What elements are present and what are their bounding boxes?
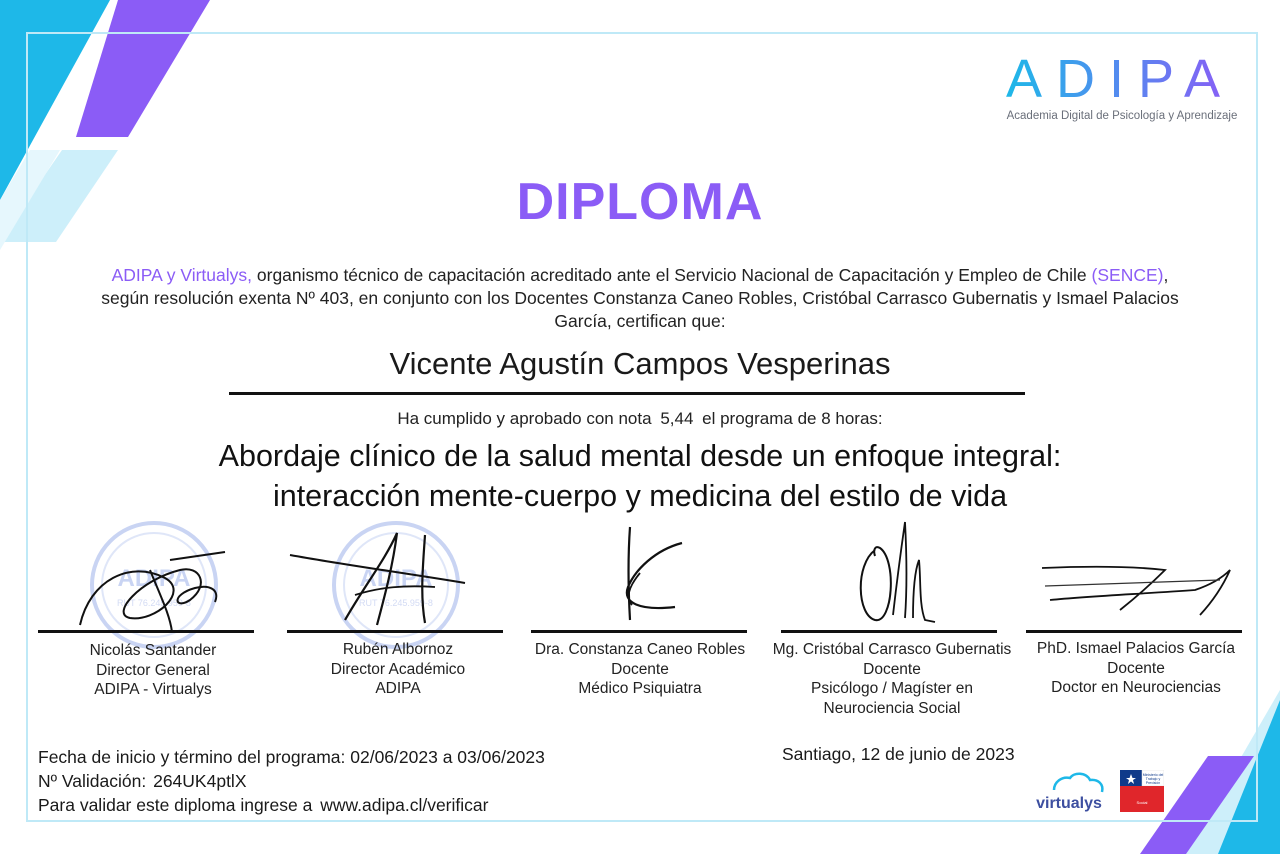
intro-sence: (SENCE) [1091, 265, 1164, 285]
adipa-logo [1000, 45, 1240, 109]
sig-line-5 [1026, 630, 1242, 633]
signatory-5 [1020, 639, 1252, 698]
stamp-rut-1: RUT 76.245.959-8 [117, 598, 191, 608]
gob-line-3: Previsión [1145, 781, 1161, 785]
signatory-4-role: Docente [863, 660, 921, 678]
gob-line-2: Trabajo y [1145, 777, 1161, 781]
verify-url[interactable]: www.adipa.cl/verificar [320, 795, 489, 815]
program-dates [38, 747, 545, 768]
place-and-date: Santiago, 12 de junio de 2023 [782, 744, 1015, 764]
intro-part1: organismo técnico de capacitación acreditado ante el Servicio Nacional de Capacitación y Empleo de Chile [252, 265, 1092, 285]
grade-value: 5,44 [660, 409, 694, 428]
recipient-name: Vicente Agustín Campos Vesperinas [389, 346, 891, 381]
signatory-4-org: Psicólogo / Magíster en [811, 680, 973, 697]
sig-line-4 [781, 630, 997, 633]
verify-line [38, 795, 488, 816]
signatory-3-role: Docente [611, 660, 669, 678]
verify-label: Para validar este diploma ingrese a [38, 795, 313, 815]
logo-text: ADIPA [1005, 49, 1235, 109]
signature-santander [70, 540, 240, 635]
signatory-1-name: Nicolás Santander [89, 642, 217, 659]
signatory-3-org: Médico Psiquiatra [578, 680, 702, 697]
sig-line-2 [287, 630, 503, 633]
signatory-2 [283, 640, 513, 699]
ministerio-trabajo-logo [1120, 770, 1164, 812]
stamp-rut-2: RUT 76.245.959-8 [359, 598, 433, 608]
grade-prefix: Ha cumplido y aprobado con nota [397, 409, 652, 428]
signatory-1-org: ADIPA - Virtualys [94, 681, 212, 698]
signatory-5-org: Doctor en Neurociencias [1051, 679, 1221, 696]
signatory-2-role: Director Académico [330, 660, 466, 678]
gob-line-4: Social [1136, 800, 1148, 805]
stamp-text-1: ADIPA [117, 565, 191, 592]
signature-carrasco [835, 520, 945, 630]
signatory-1 [38, 641, 268, 700]
gob-line-1: Ministerio del [1142, 773, 1164, 777]
signature-caneo [600, 525, 700, 625]
signatory-4-name: Mg. Cristóbal Carrasco Gubernatis [772, 641, 1012, 658]
signatory-5-name: PhD. Ismael Palacios García [1036, 640, 1236, 657]
signatory-2-org: ADIPA [375, 680, 421, 697]
signatory-5-role: Docente [1107, 659, 1165, 677]
signatory-3-name: Dra. Constanza Caneo Robles [534, 641, 746, 658]
signatory-1-role: Director General [96, 661, 210, 679]
intro-org: ADIPA y Virtualys, [111, 265, 253, 285]
logo-subtitle: Academia Digital de Psicología y Aprendizaje [1006, 110, 1238, 122]
signatory-2-name: Rubén Albornoz [342, 641, 454, 658]
diploma-title: DIPLOMA [516, 173, 764, 231]
signatory-4-org2: Neurociencia Social [823, 699, 961, 717]
grade-suffix: el programa de 8 horas: [702, 409, 883, 428]
validation-label: Nº Validación: [38, 771, 147, 791]
sig-line-1 [38, 630, 254, 633]
sig-line-3 [531, 630, 747, 633]
program-dates-value: 02/06/2023 a 03/06/2023 [350, 747, 545, 767]
grade-line [0, 409, 1280, 429]
signatory-4 [757, 640, 1027, 718]
program-dates-label: Fecha de inicio y término del programa: [38, 747, 346, 767]
virtualys-text: virtualys [1036, 795, 1102, 812]
course-line-1: Abordaje clínico de la salud mental desde un enfoque integral: [218, 439, 1062, 473]
intro-part2: , según resolución exenta Nº 403, en conjunto con los Docentes Constanza Caneo Robles, Cristóbal Carrasco Gubernatis y Ismael Palacios García, certifican que: [101, 265, 1179, 331]
signature-palacios [1040, 560, 1235, 620]
intro-paragraph [100, 264, 1180, 333]
validation-number [38, 771, 247, 792]
stamp-text-2: ADIPA [359, 565, 433, 592]
course-line-2: interacción mente-cuerpo y medicina del estilo de vida [272, 479, 1008, 513]
validation-value: 264UK4ptlX [153, 771, 247, 791]
signature-albornoz [285, 525, 475, 635]
virtualys-logo [1028, 770, 1110, 814]
recipient-underline [229, 392, 1025, 395]
course-title [100, 436, 1180, 516]
signatory-3 [520, 640, 760, 699]
